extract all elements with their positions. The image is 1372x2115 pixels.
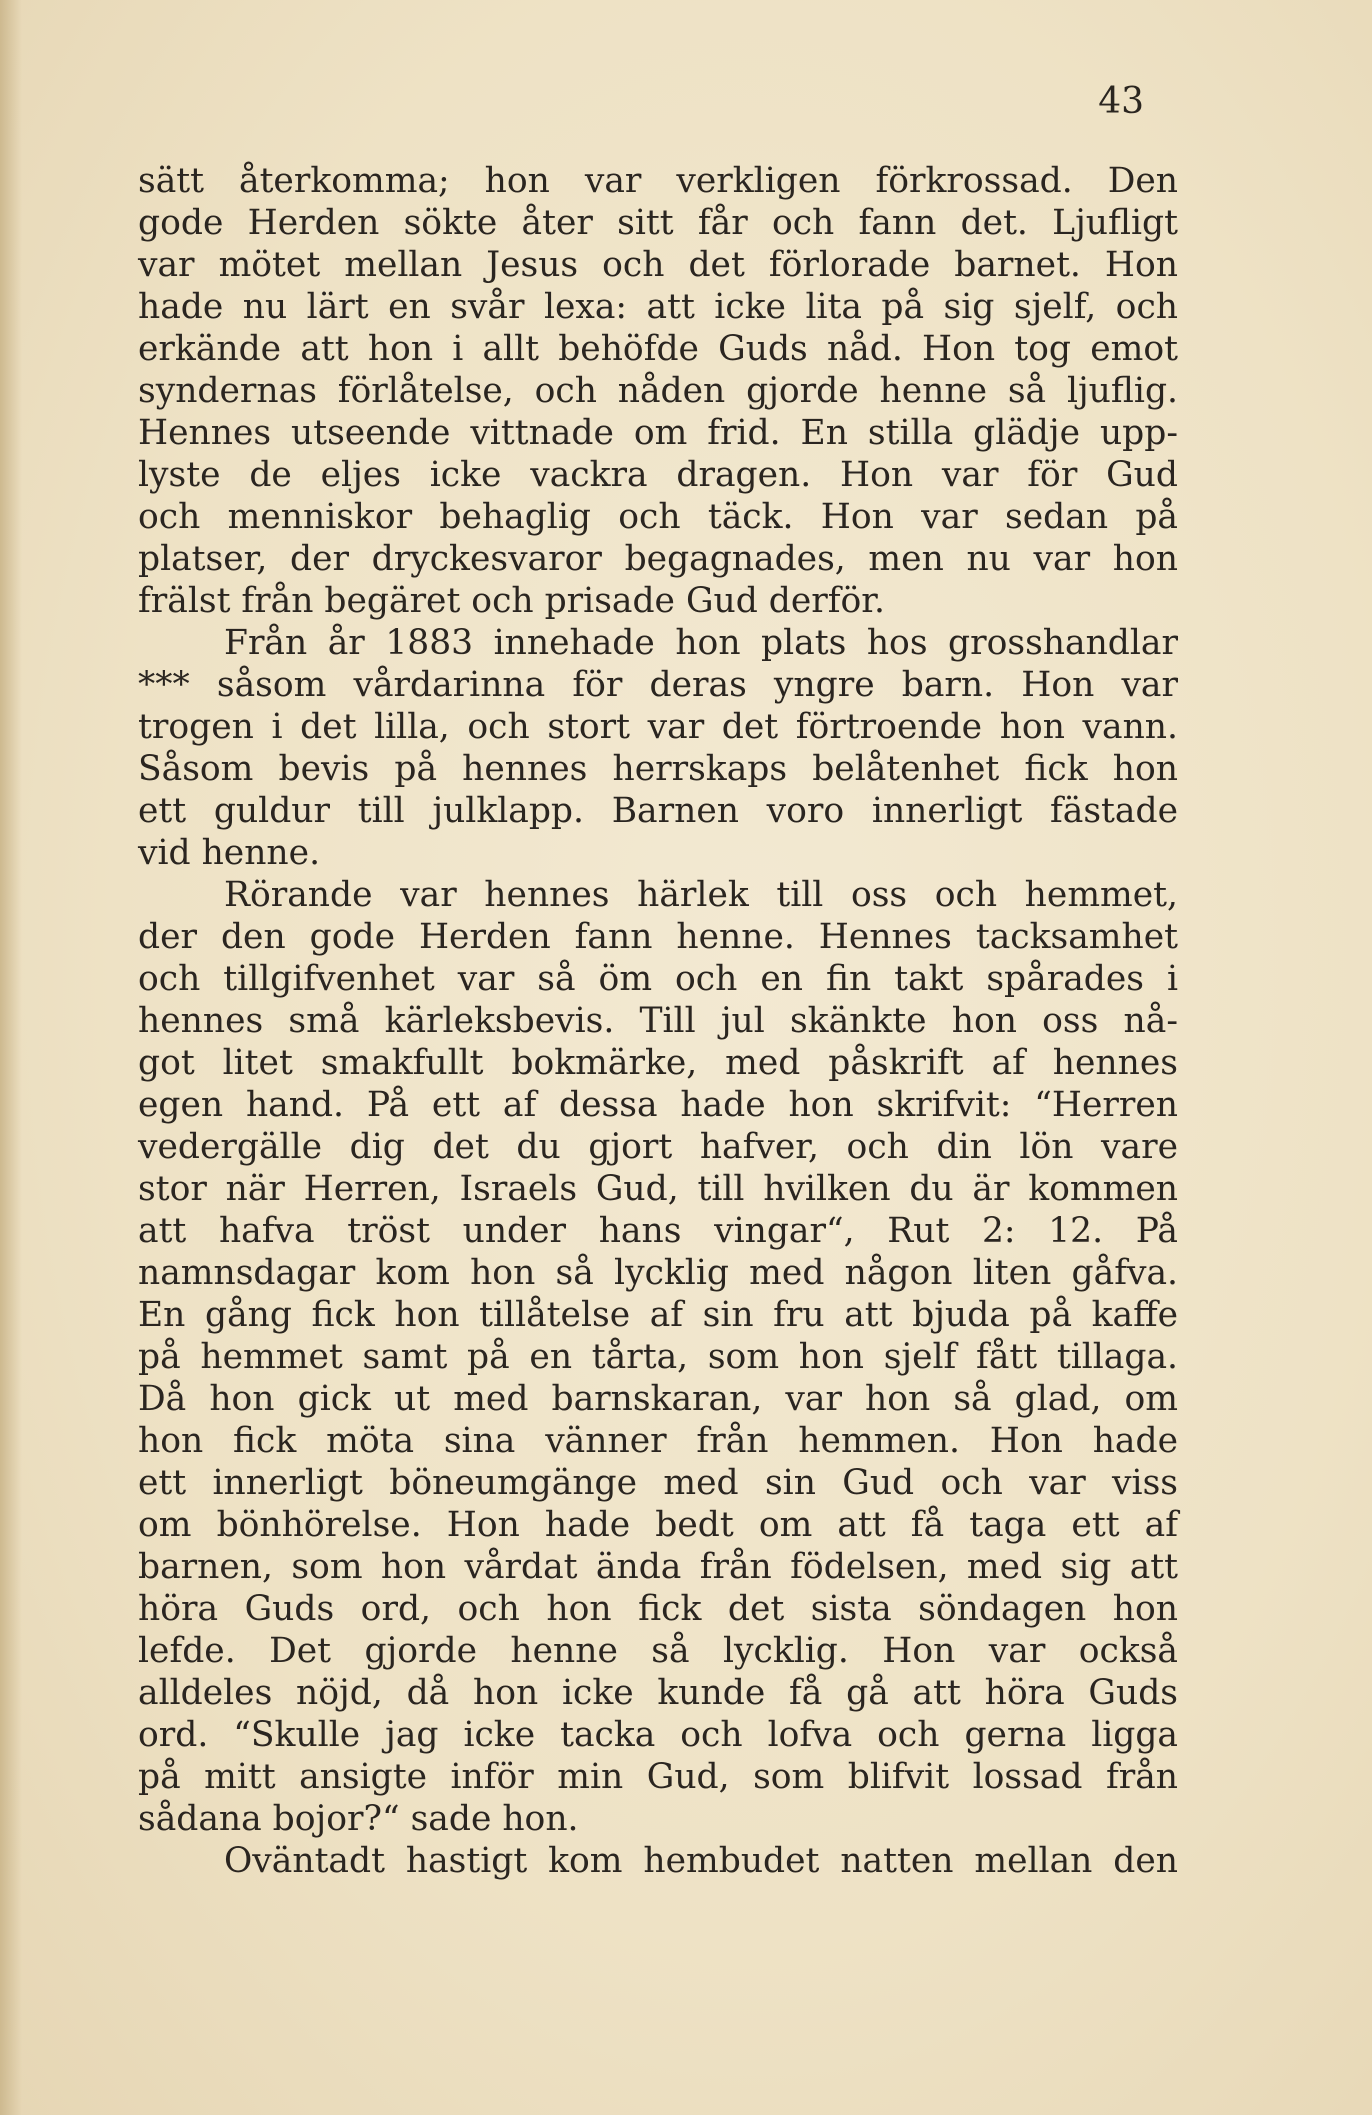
- text-line: på mitt ansigte inför min Gud, som blifvit lossad från: [138, 1757, 1178, 1797]
- text-line: och menniskor behaglig och täck. Hon var sedan på: [138, 497, 1178, 537]
- page-number: 43: [1098, 81, 1144, 122]
- text-line: att hafva tröst under hans vingar“, Rut 2: 12. På: [138, 1211, 1178, 1251]
- body-text: [138, 160, 1178, 1882]
- text-line: egen hand. På ett af dessa hade hon skrifvit: “Herren: [138, 1085, 1178, 1125]
- text-line: ett innerligt böneumgänge med sin Gud och var viss: [138, 1463, 1178, 1503]
- text-line: lyste de eljes icke vackra dragen. Hon var för Gud: [138, 455, 1178, 495]
- text-line: och tillgifvenhet var så öm och en fin takt spårades i: [138, 959, 1178, 999]
- text-line: höra Guds ord, och hon fick det sista söndagen hon: [138, 1589, 1178, 1629]
- text-line: hade nu lärt en svår lexa: att icke lita på sig sjelf, och: [138, 287, 1178, 327]
- text-line: alldeles nöjd, då hon icke kunde få gå att höra Guds: [138, 1673, 1178, 1713]
- text-line: namnsdagar kom hon så lycklig med någon liten gåfva.: [138, 1253, 1178, 1293]
- text-line: lefde. Det gjorde henne så lycklig. Hon var också: [138, 1631, 1178, 1671]
- text-line: trogen i det lilla, och stort var det förtroende hon vann.: [138, 707, 1178, 747]
- text-line: Rörande var hennes härlek till oss och hemmet,: [224, 875, 1178, 915]
- text-line: barnen, som hon vårdat ända från födelsen, med sig att: [138, 1547, 1178, 1587]
- text-line: om bönhörelse. Hon hade bedt om att få taga ett af: [138, 1505, 1178, 1545]
- text-line: Från år 1883 innehade hon plats hos grosshandlar: [224, 623, 1178, 663]
- text-line: syndernas förlåtelse, och nåden gjorde henne så ljuflig.: [138, 371, 1178, 411]
- text-line: *** såsom vårdarinna för deras yngre barn. Hon var: [138, 665, 1178, 705]
- text-line: stor när Herren, Israels Gud, till hvilken du är kommen: [138, 1169, 1178, 1209]
- text-line: vid henne.: [138, 833, 321, 873]
- text-line: platser, der dryckesvaror begagnades, men nu var hon: [138, 539, 1178, 579]
- text-line: erkände att hon i allt behöfde Guds nåd. Hon tog emot: [138, 329, 1178, 369]
- text-line: ett guldur till julklapp. Barnen voro innerligt fästade: [138, 791, 1178, 831]
- text-line: der den gode Herden fann henne. Hennes tacksamhet: [138, 917, 1178, 957]
- text-line: Då hon gick ut med barnskaran, var hon så glad, om: [138, 1379, 1178, 1419]
- text-line: Oväntadt hastigt kom hembudet natten mellan den: [224, 1841, 1178, 1881]
- text-line: vedergälle dig det du gjort hafver, och din lön vare: [138, 1127, 1178, 1167]
- page-spine-shadow: [0, 0, 22, 2115]
- text-line: hon fick möta sina vänner från hemmen. Hon hade: [138, 1421, 1178, 1461]
- text-line: ord. “Skulle jag icke tacka och lofva och gerna ligga: [138, 1715, 1178, 1755]
- text-line: Hennes utseende vittnade om frid. En stilla glädje upp-: [138, 413, 1178, 453]
- text-line: gode Herden sökte åter sitt får och fann det. Ljufligt: [138, 203, 1178, 243]
- text-line: hennes små kärleksbevis. Till jul skänkte hon oss nå-: [138, 1001, 1178, 1041]
- text-line: sätt återkomma; hon var verkligen förkrossad. Den: [138, 161, 1178, 201]
- text-line: sådana bojor?“ sade hon.: [138, 1799, 579, 1839]
- text-line: frälst från begäret och prisade Gud derför.: [138, 581, 885, 621]
- text-line: En gång fick hon tillåtelse af sin fru att bjuda på kaffe: [138, 1295, 1178, 1335]
- text-line: på hemmet samt på en tårta, som hon sjelf fått tillaga.: [138, 1337, 1178, 1377]
- text-line: var mötet mellan Jesus och det förlorade barnet. Hon: [138, 245, 1178, 285]
- text-line: Såsom bevis på hennes herrskaps belåtenhet fick hon: [138, 749, 1178, 789]
- text-line: got litet smakfullt bokmärke, med påskrift af hennes: [138, 1043, 1178, 1083]
